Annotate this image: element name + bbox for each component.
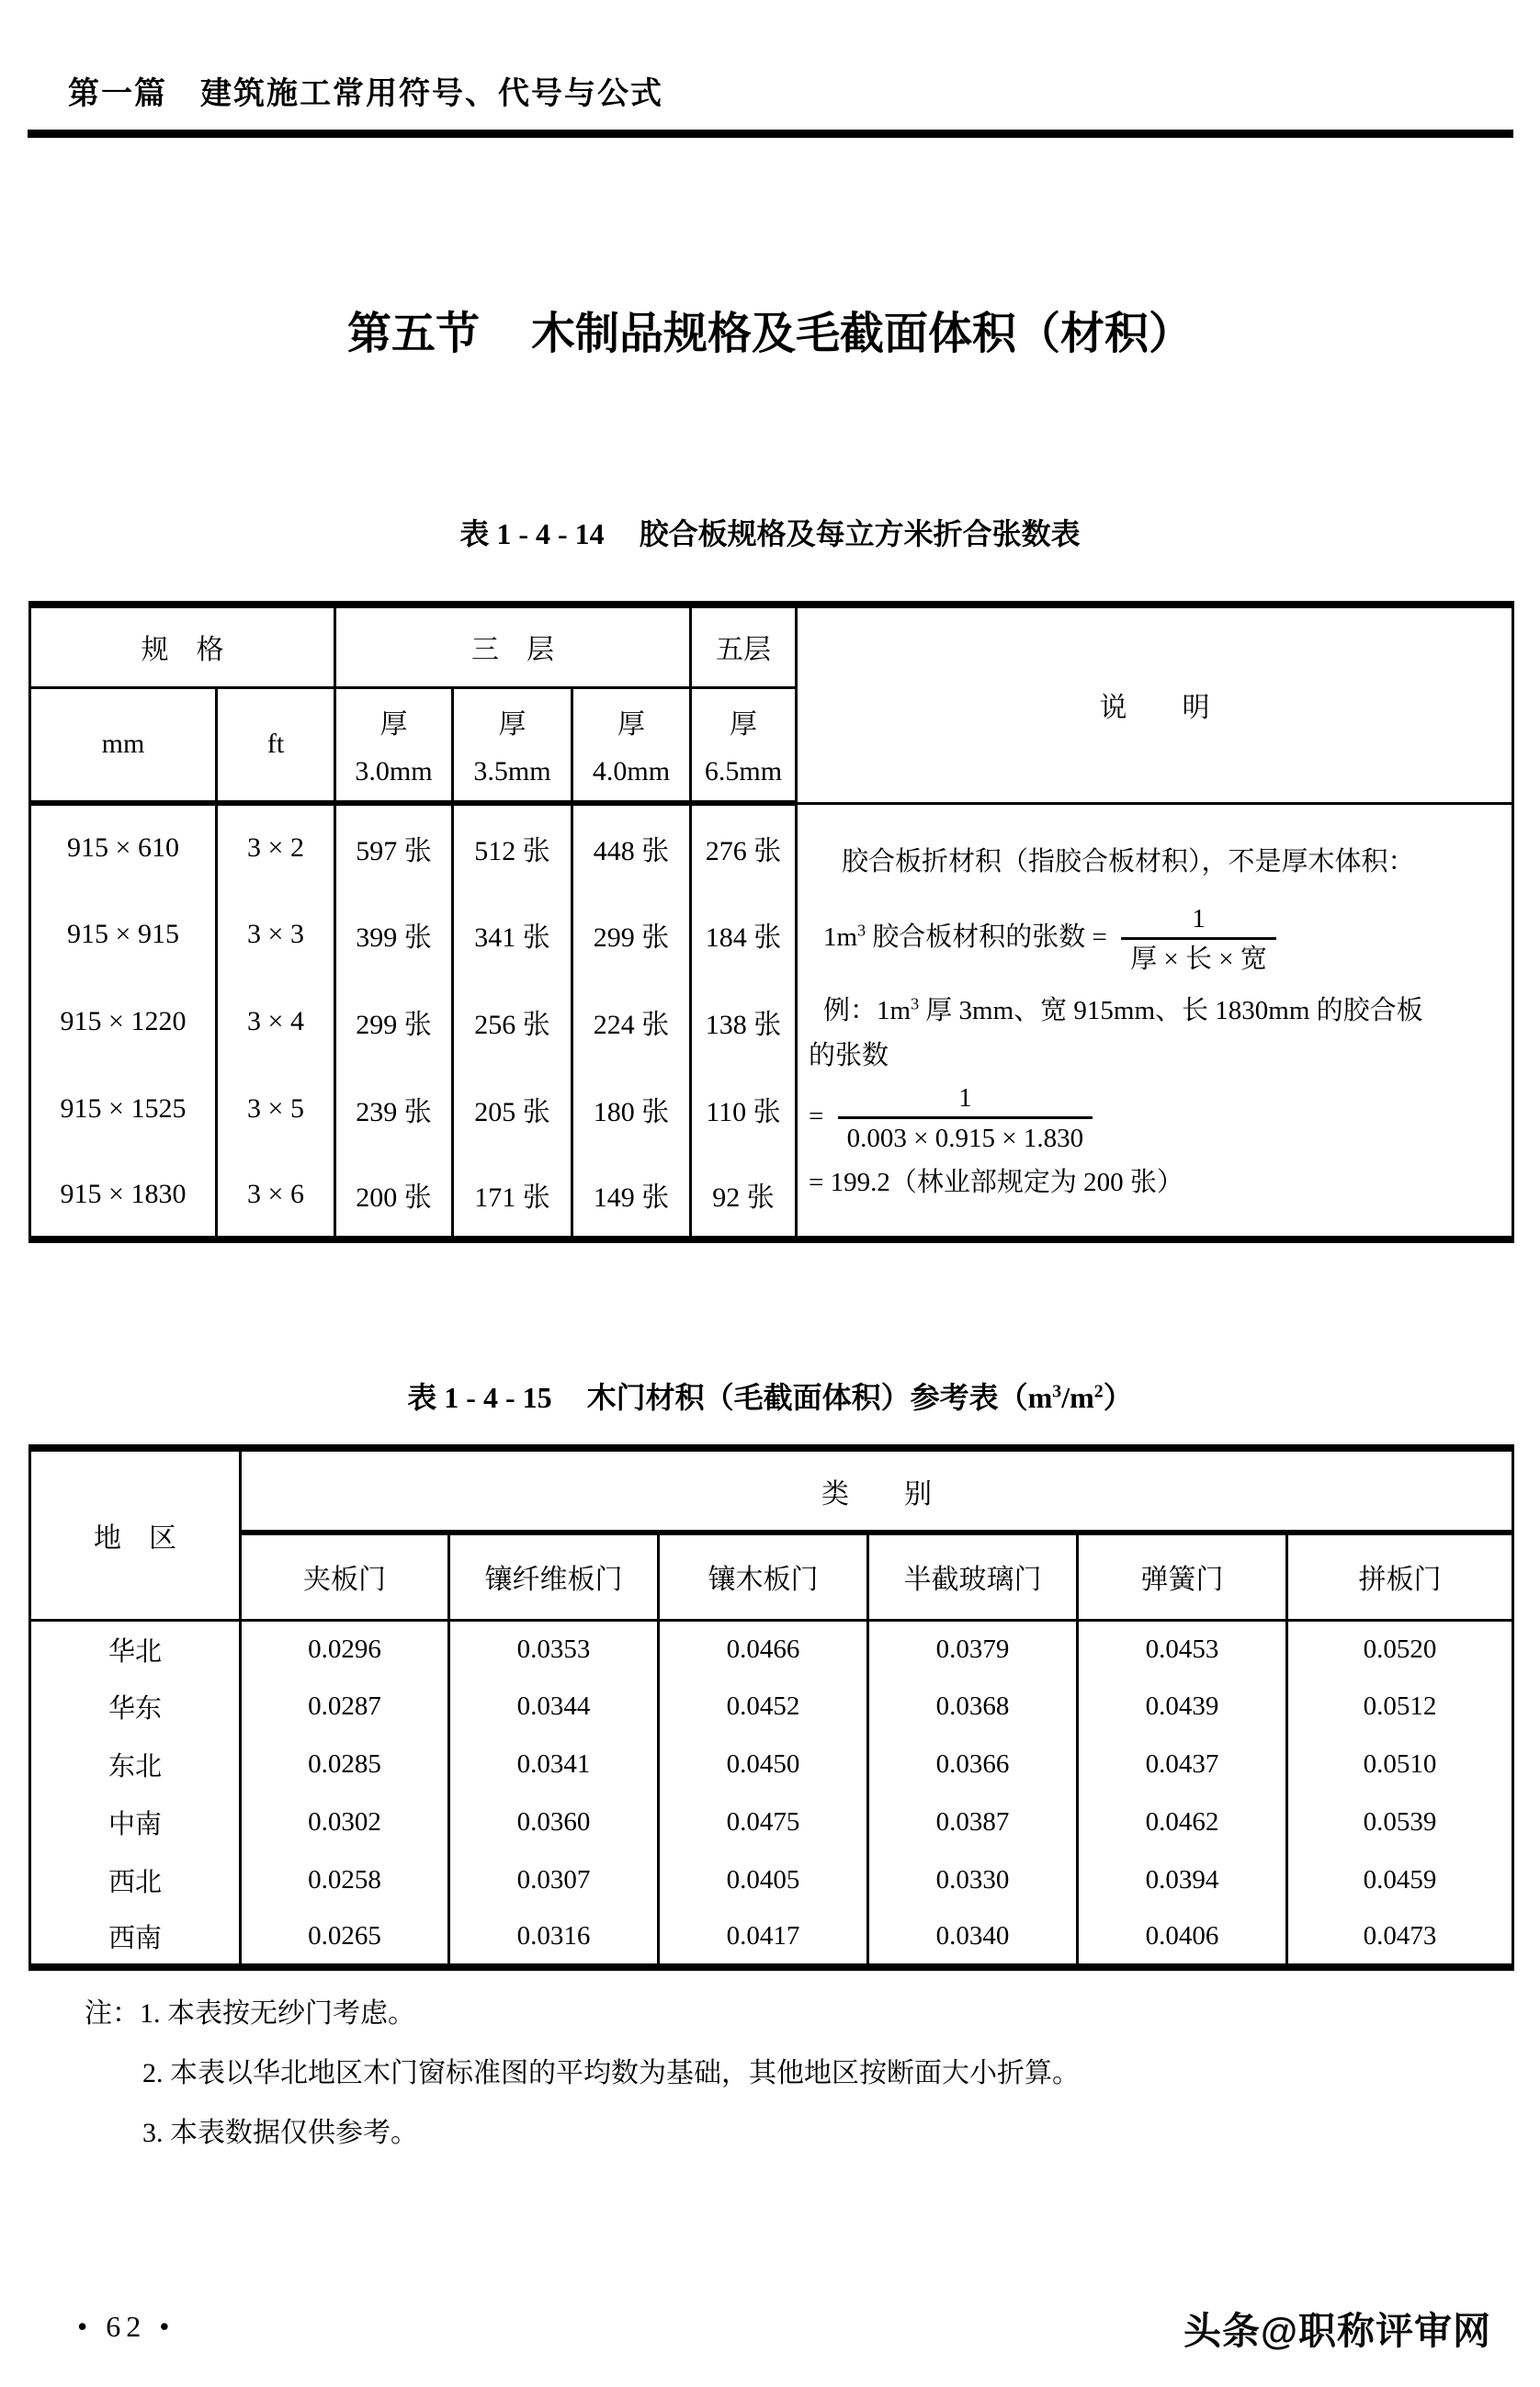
t1-cell-value: 205 张 [453, 1065, 572, 1152]
t1-cell-value: 239 张 [335, 1065, 453, 1152]
t2-header-door: 镶木板门 [659, 1533, 868, 1620]
table2-caption-label: 表 1 - 4 - 15 [407, 1381, 552, 1414]
t2-cell-value: 0.0340 [868, 1909, 1078, 1967]
t1-header-mm: mm [30, 687, 217, 803]
t2-cell-value: 0.0368 [868, 1678, 1078, 1736]
table-row [30, 1736, 1513, 1793]
t1-cell-value: 92 张 [691, 1152, 797, 1239]
table-row [30, 1909, 1513, 1967]
t2-cell-value: 0.0360 [449, 1793, 659, 1851]
table2-caption [0, 1375, 1540, 1417]
t1-remark-cell [797, 803, 1513, 1239]
table-row [30, 1678, 1513, 1736]
section-title-text: 木制品规格及毛截面体积（材积） [531, 310, 1194, 358]
t2-cell-region: 西北 [30, 1851, 241, 1909]
t2-cell-region: 华东 [30, 1678, 241, 1736]
t1-cell-ft: 3 × 2 [217, 803, 335, 890]
remark-example-cont: 的张数 [809, 1040, 889, 1070]
table1-caption-title: 胶合板规格及每立方米折合张数表 [639, 517, 1081, 550]
t1-cell-value: 399 张 [335, 890, 453, 978]
t1-header-thickness-40: 厚 4.0mm [572, 687, 691, 803]
t2-cell-value: 0.0353 [449, 1620, 659, 1678]
t1-cell-ft: 3 × 5 [217, 1065, 335, 1152]
t2-header-door: 弹簧门 [1078, 1533, 1287, 1620]
table2-caption-title: 木门材积（毛截面体积）参考表$(m^3/m^2)$ [586, 1381, 1133, 1414]
t2-cell-value: 0.0285 [241, 1736, 449, 1793]
t1-cell-value: 180 张 [572, 1065, 691, 1152]
t1-cell-value: 597 张 [335, 803, 453, 890]
t2-header-category: 类 别 [241, 1448, 1513, 1533]
t1-cell-ft: 3 × 3 [217, 890, 335, 978]
t2-cell-region: 华北 [30, 1620, 241, 1678]
t2-cell-value: 0.0302 [241, 1793, 449, 1851]
t2-cell-value: 0.0439 [1078, 1678, 1287, 1736]
t2-cell-value: 0.0296 [241, 1620, 449, 1678]
t2-cell-value: 0.0406 [1078, 1909, 1287, 1967]
t1-cell-value: 149 张 [572, 1152, 691, 1239]
fraction: $\frac{1}{\text{厚 × 长 × 宽}}$ [1121, 902, 1276, 977]
t1-cell-value: 200 张 [335, 1152, 453, 1239]
t2-cell-value: 0.0265 [241, 1909, 449, 1967]
header-rule [28, 130, 1513, 138]
t1-cell-ft: 3 × 4 [217, 978, 335, 1065]
t2-cell-value: 0.0512 [1287, 1678, 1513, 1736]
t1-header-five-ply: 五层 [691, 605, 797, 687]
t1-header-thickness-65: 厚 6.5mm [691, 687, 797, 803]
note-1: 注：1. 本表按无纱门考虑。 [85, 1998, 415, 2029]
t2-cell-value: 0.0379 [868, 1620, 1078, 1678]
note-2: 2. 本表以华北地区木门窗标准图的平均数为基础，其他地区按断面大小折算。 [142, 2058, 1080, 2088]
running-header: 第一篇 建筑施工常用符号、代号与公式 [68, 77, 663, 111]
t1-header-thickness-30: 厚 3.0mm [335, 687, 453, 803]
t2-cell-region: 中南 [30, 1793, 241, 1851]
t2-cell-value: 0.0520 [1287, 1620, 1513, 1678]
t1-cell-value: 299 张 [335, 978, 453, 1065]
fraction: $\frac{1}{0.003 \times 0.915 \times 1.830}$ [838, 1081, 1093, 1156]
t1-header-remark: 说 明 [797, 605, 1513, 803]
remark-result-line: = 199.2（林业部规定为 200 张） [809, 1168, 1183, 1198]
t2-header-door: 半截玻璃门 [868, 1533, 1078, 1620]
t1-cell-ft: 3 × 6 [217, 1152, 335, 1239]
t2-cell-region: 西南 [30, 1909, 241, 1967]
t2-cell-value: 0.0437 [1078, 1736, 1287, 1793]
t2-cell-value: 0.0344 [449, 1678, 659, 1736]
t2-cell-value: 0.0366 [868, 1736, 1078, 1793]
t1-cell-mm: 915 × 1525 [30, 1065, 217, 1152]
t1-cell-mm: 915 × 915 [30, 890, 217, 978]
remark-formula-2: = $\frac{1}{0.003 \times 0.915 \times 1.830}$ [809, 1081, 1495, 1156]
t2-cell-value: 0.0287 [241, 1678, 449, 1736]
t1-cell-value: 341 张 [453, 890, 572, 978]
page-number: • 62 • [77, 2310, 176, 2343]
superscript: 2 [1093, 1381, 1104, 1402]
t1-cell-value: 224 张 [572, 978, 691, 1065]
wooden-door-table [28, 1444, 1514, 1971]
t1-cell-value: 184 张 [691, 890, 797, 978]
t2-cell-value: 0.0417 [659, 1909, 868, 1967]
t1-cell-value: 256 张 [453, 978, 572, 1065]
superscript: 3 [1052, 1381, 1062, 1402]
t2-cell-value: 0.0539 [1287, 1793, 1513, 1851]
t1-cell-value: 448 张 [572, 803, 691, 890]
t1-cell-value: 299 张 [572, 890, 691, 978]
t1-header-spec: 规 格 [30, 605, 335, 687]
t2-cell-value: 0.0387 [868, 1793, 1078, 1851]
t2-header-door: 夹板门 [241, 1533, 449, 1620]
table2-notes [85, 1990, 1080, 2169]
t2-cell-value: 0.0510 [1287, 1736, 1513, 1793]
t2-cell-value: 0.0452 [659, 1678, 868, 1736]
t1-cell-value: 276 张 [691, 803, 797, 890]
t2-cell-value: 0.0307 [449, 1851, 659, 1909]
t2-cell-value: 0.0258 [241, 1851, 449, 1909]
t2-cell-value: 0.0459 [1287, 1851, 1513, 1909]
superscript: 3 [857, 921, 866, 939]
note-3: 3. 本表数据仅供参考。 [142, 2118, 418, 2148]
remark-formula-1: $1m^3$ 胶合板材积的张数 = $\frac{1}{\text{厚 × 长 × 宽}}$ [809, 902, 1495, 977]
t2-cell-value: 0.0450 [659, 1736, 868, 1793]
t1-header-ft: ft [217, 687, 335, 803]
plywood-table [28, 601, 1514, 1243]
t2-cell-value: 0.0405 [659, 1851, 868, 1909]
t1-cell-value: 171 张 [453, 1152, 572, 1239]
t2-cell-value: 0.0466 [659, 1620, 868, 1678]
t2-cell-value: 0.0462 [1078, 1793, 1287, 1851]
table-row [30, 1620, 1513, 1678]
table1-caption-label: 表 1 - 4 - 14 [459, 517, 605, 550]
table-row [30, 803, 1513, 890]
t2-cell-value: 0.0475 [659, 1793, 868, 1851]
t2-cell-value: 0.0453 [1078, 1620, 1287, 1678]
t1-cell-value: 138 张 [691, 978, 797, 1065]
t1-cell-mm: 915 × 610 [30, 803, 217, 890]
remark-example-line: 例：$1m^3$ 厚 3mm、宽 915mm、长 1830mm 的胶合板 [823, 994, 1423, 1026]
t1-cell-mm: 915 × 1830 [30, 1152, 217, 1239]
t2-cell-value: 0.0341 [449, 1736, 659, 1793]
table-row [30, 1793, 1513, 1851]
remark-line-1: 胶合板折材积（指胶合板材积），不是厚木体积： [842, 846, 1415, 877]
t1-cell-mm: 915 × 1220 [30, 978, 217, 1065]
t2-cell-region: 东北 [30, 1736, 241, 1793]
watermark: 头条@职称评审网 [1183, 2310, 1491, 2352]
t1-cell-value: 110 张 [691, 1065, 797, 1152]
t2-cell-value: 0.0394 [1078, 1851, 1287, 1909]
t1-header-thickness-35: 厚 3.5mm [453, 687, 572, 803]
section-title [0, 298, 1540, 361]
t2-cell-value: 0.0330 [868, 1851, 1078, 1909]
t2-header-region: 地 区 [30, 1448, 241, 1620]
t2-cell-value: 0.0316 [449, 1909, 659, 1967]
t1-cell-value: 512 张 [453, 803, 572, 890]
t2-header-door: 拼板门 [1287, 1533, 1513, 1620]
section-number: 第五节 [346, 310, 480, 358]
t2-cell-value: 0.0473 [1287, 1909, 1513, 1967]
t2-header-door: 镶纤维板门 [449, 1533, 659, 1620]
superscript: 3 [911, 994, 920, 1013]
table1-caption [0, 511, 1540, 553]
table-row [30, 1851, 1513, 1909]
t1-header-three-ply: 三 层 [335, 605, 691, 687]
